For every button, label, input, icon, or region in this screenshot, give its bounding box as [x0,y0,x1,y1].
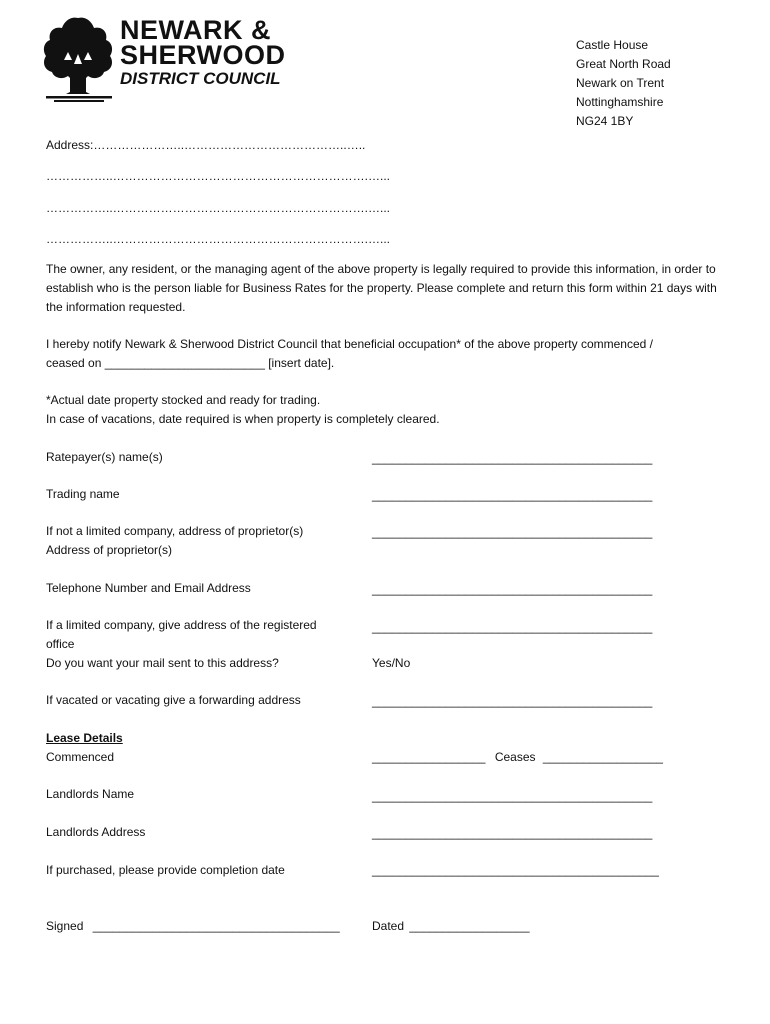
address-line: Castle House [576,38,649,52]
proprietor-field[interactable]: __________________________________________ [372,525,653,539]
forwarding-address-label: If vacated or vacating give a forwarding address [46,693,301,707]
ratepayer-field[interactable]: __________________________________________ [372,451,653,465]
logo-line-1: NEWARK & [120,15,271,45]
property-address-field[interactable]: ……………..……………………………………………………….…... [46,169,391,183]
registered-office-label: If a limited company, give address of the registered [46,618,317,632]
commenced-label: Commenced [46,750,115,764]
signed-field[interactable]: _____________________________________ [92,919,340,933]
notification-line-1: I hereby notify Newark & Sherwood District Council that beneficial occupation* of the above property commenced / [46,337,653,351]
completion-date-label: If purchased, please provide completion date [46,863,285,877]
landlord-name-field[interactable]: __________________________________________ [372,789,653,803]
signature-row [46,917,340,936]
trading-name-field[interactable]: __________________________________________ [372,488,653,502]
council-logo [40,14,300,104]
address-line: Newark on Trent [576,76,665,90]
property-address-field[interactable]: ……………..……………………………………………………….…... [46,232,391,246]
commenced-ceases-row [372,748,663,767]
commenced-field[interactable]: _________________ [372,750,486,764]
logo-line-3: DISTRICT COUNCIL [120,69,281,88]
completion-date-field[interactable]: ___________________________________________ [372,863,659,877]
tree-icon [40,14,118,102]
proprietor-label: If not a limited company, address of proprietor(s) [46,524,304,538]
address-line: Great North Road [576,57,671,71]
mail-address-label: Do you want your mail sent to this address? [46,656,279,670]
ratepayer-label: Ratepayer(s) name(s) [46,450,163,464]
note-line-1: *Actual date property stocked and ready for trading. [46,393,321,407]
proprietor-address-label: Address of proprietor(s) [46,543,173,557]
property-address-field[interactable]: ……………..……………………………………………………….…... [46,201,391,215]
dated-row [372,917,530,936]
registered-office-label-2: office [46,637,75,651]
forwarding-address-field[interactable]: __________________________________________ [372,694,653,708]
logo-line-2: SHERWOOD [120,40,286,70]
lease-details-heading: Lease Details [46,731,123,745]
note-line-2: In case of vacations, date required is when property is completely cleared. [46,412,440,426]
notification-line-2[interactable]: ceased on ________________________ [insert date]. [46,356,335,370]
logo-wordmark [120,15,286,90]
signed-label: Signed [46,919,84,933]
dated-field[interactable]: __________________ [409,919,530,933]
property-address-field[interactable]: Address:…………………..…………………………………..….. [46,138,366,152]
trading-name-label: Trading name [46,487,120,501]
address-line: NG24 1BY [576,114,634,128]
dated-label: Dated [372,919,405,933]
telephone-label: Telephone Number and Email Address [46,581,251,595]
landlord-address-field[interactable]: __________________________________________ [372,826,653,840]
mail-address-choice[interactable]: Yes/No [372,656,411,670]
landlord-address-label: Landlords Address [46,825,146,839]
telephone-field[interactable]: __________________________________________ [372,582,653,596]
council-address [576,36,671,131]
address-line: Nottinghamshire [576,95,664,109]
landlord-name-label: Landlords Name [46,787,135,801]
ceases-label: Ceases [494,750,536,764]
registered-office-field[interactable]: __________________________________________ [372,620,653,634]
ceases-field[interactable]: __________________ [542,750,663,764]
legal-requirement-paragraph: The owner, any resident, or the managing agent of the above property is legally required to provide this information, in order to establish who is the person liable for Business Rates for the property. Please complete and return this form within 21 days with the information requested. [46,262,717,314]
